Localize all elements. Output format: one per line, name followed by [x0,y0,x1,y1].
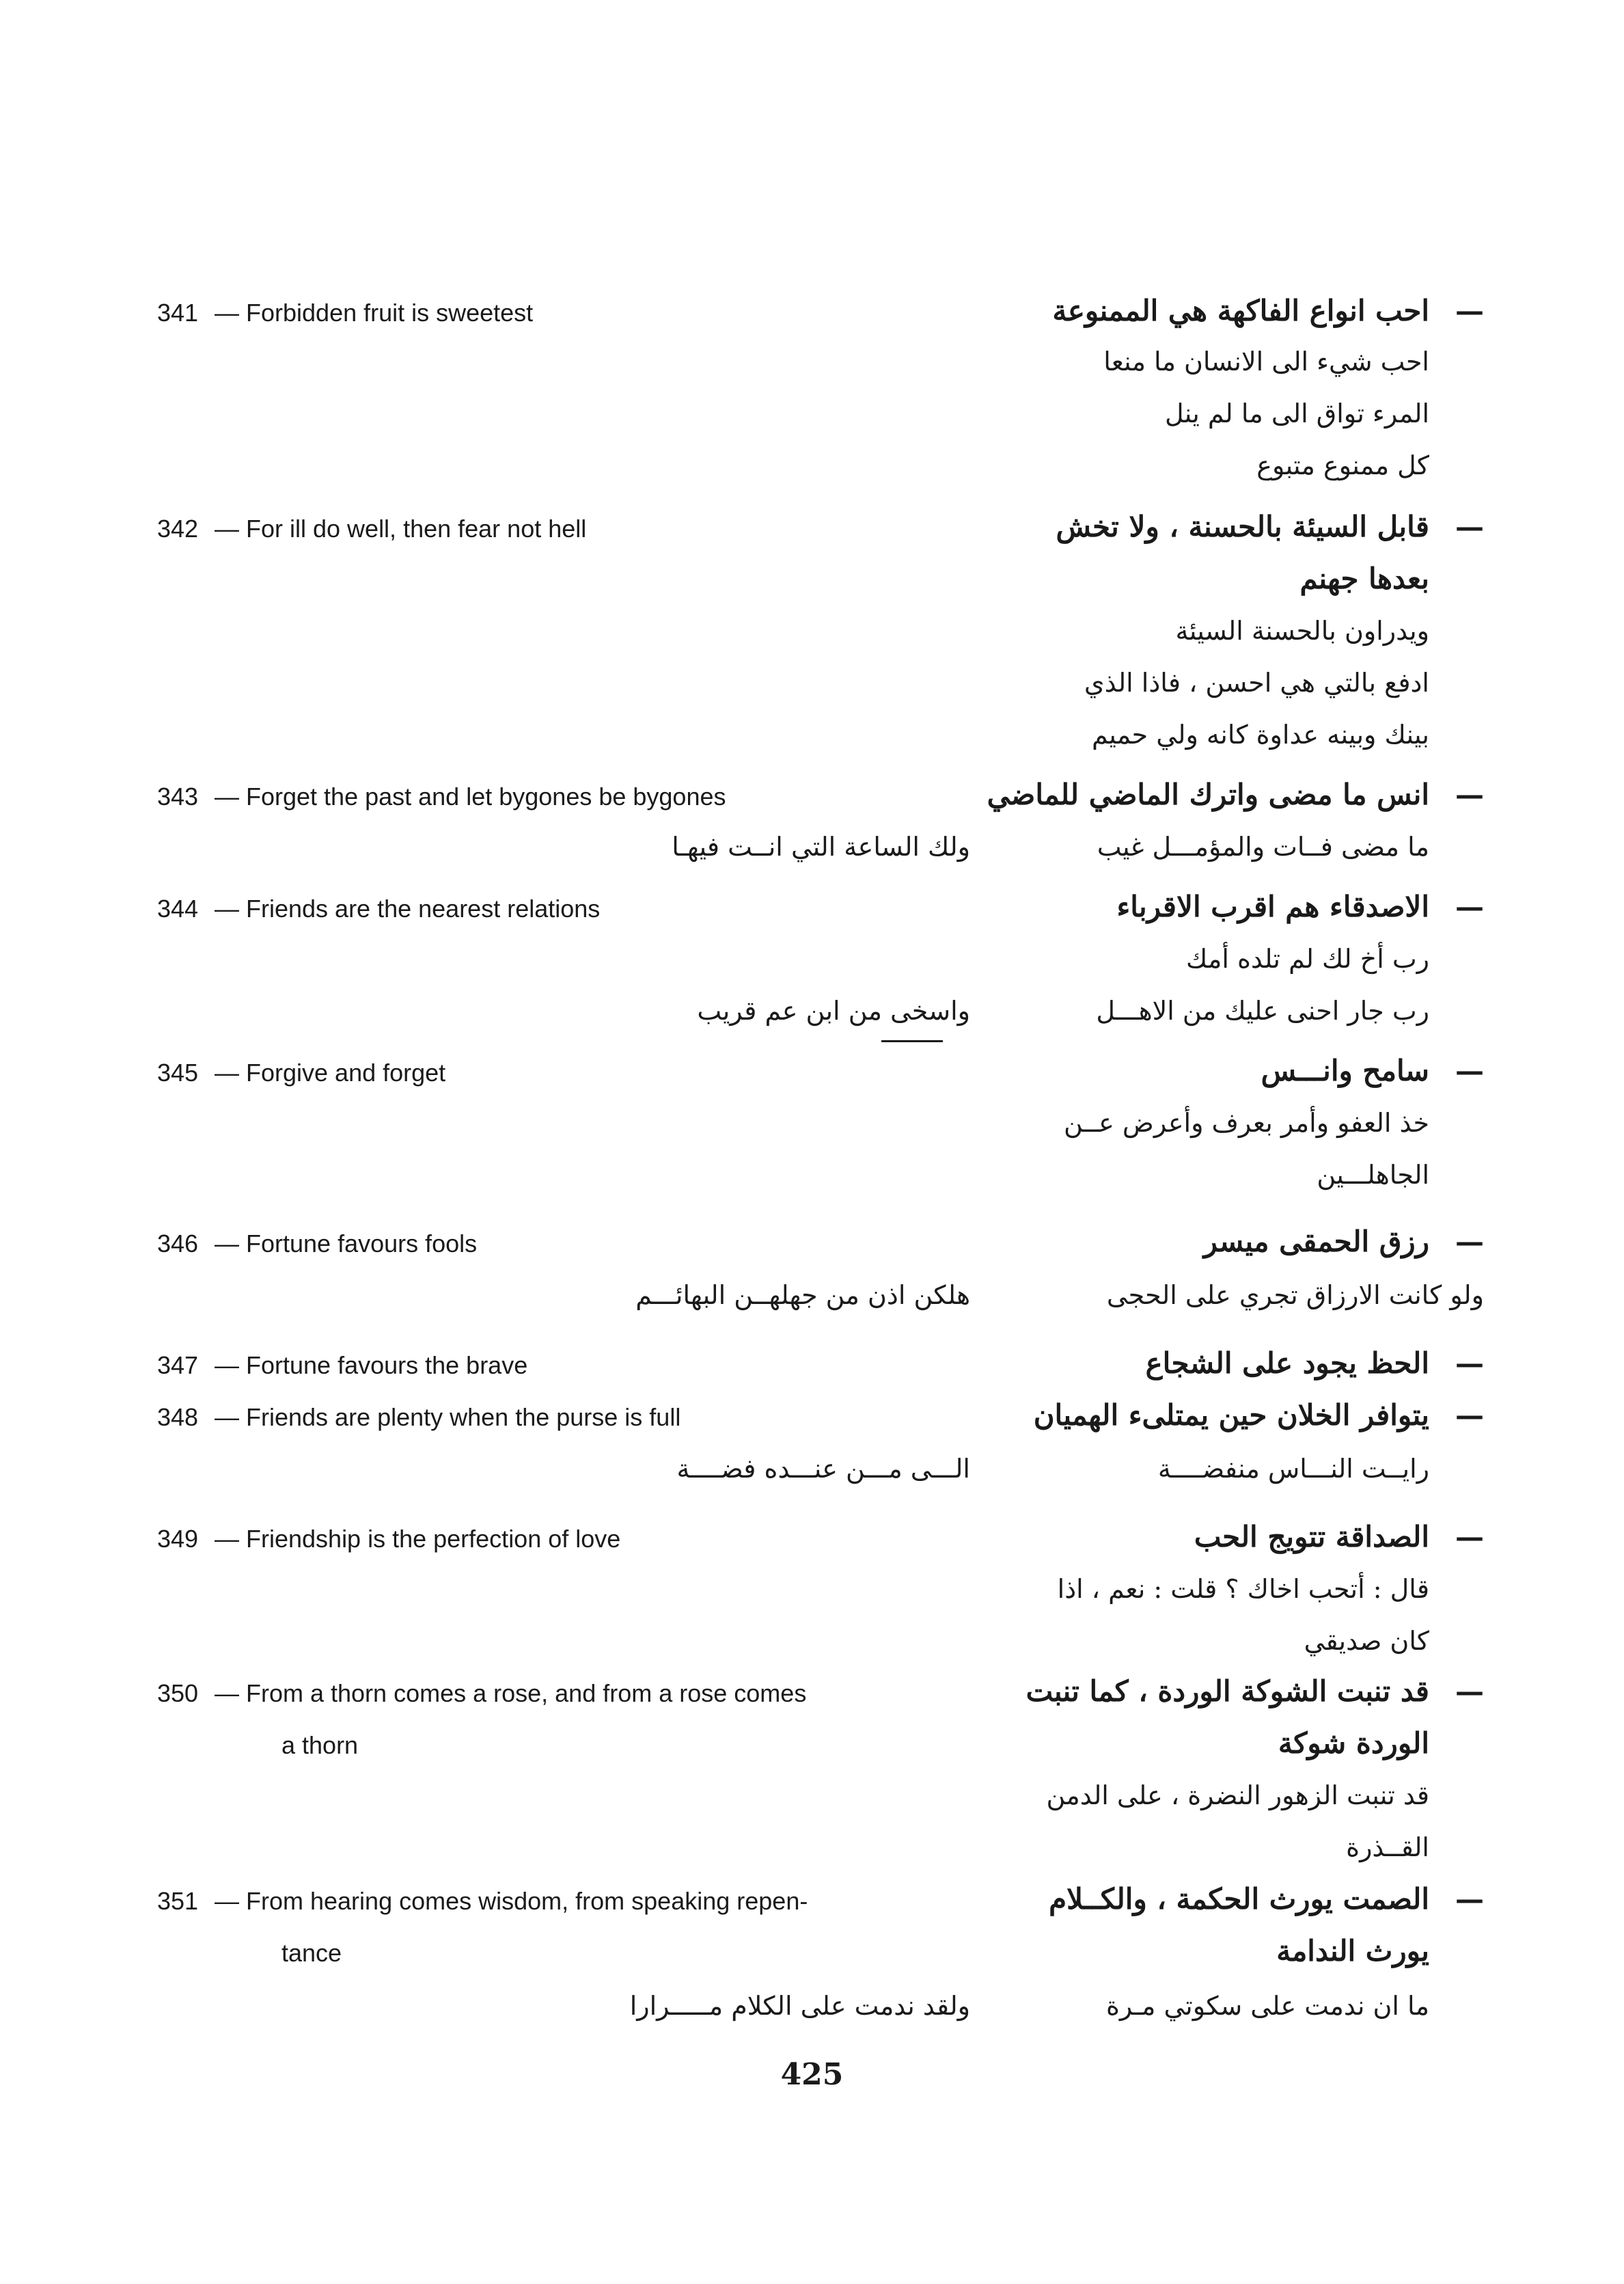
arabic-line: ادفع بالتي هي احسن ، فاذا الذي [1084,668,1429,698]
proverb-english-continued: tance [281,1939,342,1967]
arabic-dash: — [1455,1882,1484,1916]
proverb-arabic-continued: بعدها جهنم [1299,562,1429,595]
entry-344-english [157,883,963,935]
entry-351-english [157,1875,963,1927]
proverb-arabic: سامح وانـــس [1261,1054,1429,1087]
verse-second-hemistich: ولقد ندمت على الكلام مـــــرارا [629,1991,970,2021]
entry-number: 351 [157,1887,199,1915]
arabic-line: بينك وبينه عداوة كانه ولي حميم [1091,720,1429,750]
arabic-dash: — [1455,294,1484,327]
dash: — [215,783,239,811]
verse-second-hemistich: ولك الساعة التي انــت فيهـا [672,832,970,862]
proverb-arabic: الحظ يجود على الشجاع [1145,1346,1429,1380]
dash: — [215,1887,239,1915]
entry-number: 348 [157,1403,199,1431]
arabic-line: خذ العفو وأمر بعرف وأعرض عــن [1063,1108,1429,1138]
proverb-english: Friends are the nearest relations [246,895,601,923]
proverb-english: Friends are plenty when the purse is full [246,1403,681,1431]
proverb-arabic: قابل السيئة بالحسنة ، ولا تخش [1056,510,1429,543]
page-number: 425 [780,2057,844,2092]
proverb-english: From hearing comes wisdom, from speaking repen- [246,1887,808,1915]
arabic-line: احب شيء الى الانسان ما منعا [1103,346,1429,377]
proverb-arabic: الاصدقاء هم اقرب الاقرباء [1116,890,1429,923]
verse-second-hemistich: الـــى مـــن عنـــده فضــــة [676,1454,970,1484]
arabic-dash: — [1455,1520,1484,1553]
proverb-english: Fortune favours fools [246,1229,478,1257]
proverb-english: Friendship is the perfection of love [246,1525,621,1553]
entry-341-english [157,287,963,339]
verse-first-hemistich: رب جار احنى عليك من الاهـــل [1096,996,1429,1026]
verse-first-hemistich: ولو كانت الارزاق تجري على الحجى [1106,1280,1484,1310]
entry-number: 343 [157,783,199,811]
dash: — [215,1403,239,1431]
arabic-line: كل ممنوع متبوع [1256,450,1429,480]
verse-first-hemistich: رايــت النـــاس منفضــــة [1157,1454,1429,1484]
entry-number: 350 [157,1679,199,1707]
entry-348-english [157,1391,963,1443]
entry-number: 344 [157,895,199,923]
arabic-dash: — [1455,1054,1484,1087]
entry-number: 342 [157,515,199,543]
entry-343-english [157,771,963,823]
entry-345-english [157,1047,963,1099]
proverb-english: Forgive and forget [246,1059,446,1087]
entry-350-english [157,1668,963,1719]
arabic-dash: — [1455,1346,1484,1380]
proverb-arabic: احب انواع الفاكهة هي الممنوعة [1052,294,1429,327]
proverb-english-continued: a thorn [281,1731,359,1759]
entry-number: 341 [157,299,199,327]
entry-number: 349 [157,1525,199,1553]
arabic-line: كان صديقي [1304,1626,1429,1656]
proverb-arabic: قد تنبت الشوكة الوردة ، كما تنبت [1026,1674,1429,1708]
arabic-dash: — [1455,1225,1484,1258]
separator-rule [881,1040,943,1042]
entry-number: 345 [157,1059,199,1087]
arabic-line: ويدراون بالحسنة السيئة [1175,616,1429,646]
arabic-line: القــذرة [1346,1832,1429,1862]
proverb-english: Forbidden fruit is sweetest [246,299,534,327]
proverb-arabic-continued: يورث الندامة [1276,1934,1429,1968]
proverb-arabic: الصداقة تتويج الحب [1194,1520,1429,1553]
entry-number: 346 [157,1229,199,1257]
dash: — [215,1229,239,1257]
proverb-english: Fortune favours the brave [246,1351,528,1379]
arabic-line: رب أخ لك لم تلده أمك [1185,944,1429,974]
arabic-dash: — [1455,1398,1484,1432]
entry-number: 347 [157,1351,199,1379]
entry-347-english [157,1340,963,1391]
proverb-arabic: يتوافر الخلان حين يمتلىء الهميان [1033,1398,1429,1432]
entry-349-english [157,1513,963,1565]
dash: — [215,515,239,543]
proverb-arabic: انس ما مضى واترك الماضي للماضي [987,778,1429,811]
arabic-dash: — [1455,778,1484,811]
arabic-dash: — [1455,510,1484,543]
proverb-english: Forget the past and let bygones be bygones [246,783,726,811]
verse-first-hemistich: ما ان ندمت على سكوتي مـرة [1106,1991,1429,2021]
proverb-arabic: الصمت يورث الحكمة ، والكــلام [1049,1882,1429,1916]
proverb-arabic-continued: الوردة شوكة [1278,1726,1429,1760]
arabic-line: قد تنبت الزهور النضرة ، على الدمن [1046,1780,1429,1810]
verse-second-hemistich: هلكن اذن من جهلهــن البهائـــم [635,1280,970,1310]
proverb-arabic: رزق الحمقى ميسر [1203,1225,1429,1258]
proverb-english: For ill do well, then fear not hell [246,515,587,543]
arabic-line: الجاهلـــين [1317,1160,1429,1190]
dash: — [215,1351,239,1379]
entry-342-english [157,503,963,555]
dash: — [215,1679,239,1707]
arabic-line: المرء تواق الى ما لم ينل [1164,398,1429,429]
arabic-line: قال : أتحب اخاك ؟ قلت : نعم ، اذا [1057,1574,1429,1604]
arabic-dash: — [1455,890,1484,923]
arabic-dash: — [1455,1674,1484,1708]
dash: — [215,1059,239,1087]
proverb-english: From a thorn comes a rose, and from a rose comes [246,1679,807,1707]
dash: — [215,299,239,327]
verse-second-hemistich: واسخى من ابن عم قريب [697,996,970,1026]
dash: — [215,895,239,923]
dash: — [215,1525,239,1553]
entry-346-english [157,1218,963,1270]
verse-first-hemistich: ما مضى فــات والمؤمـــل غيب [1097,832,1429,862]
